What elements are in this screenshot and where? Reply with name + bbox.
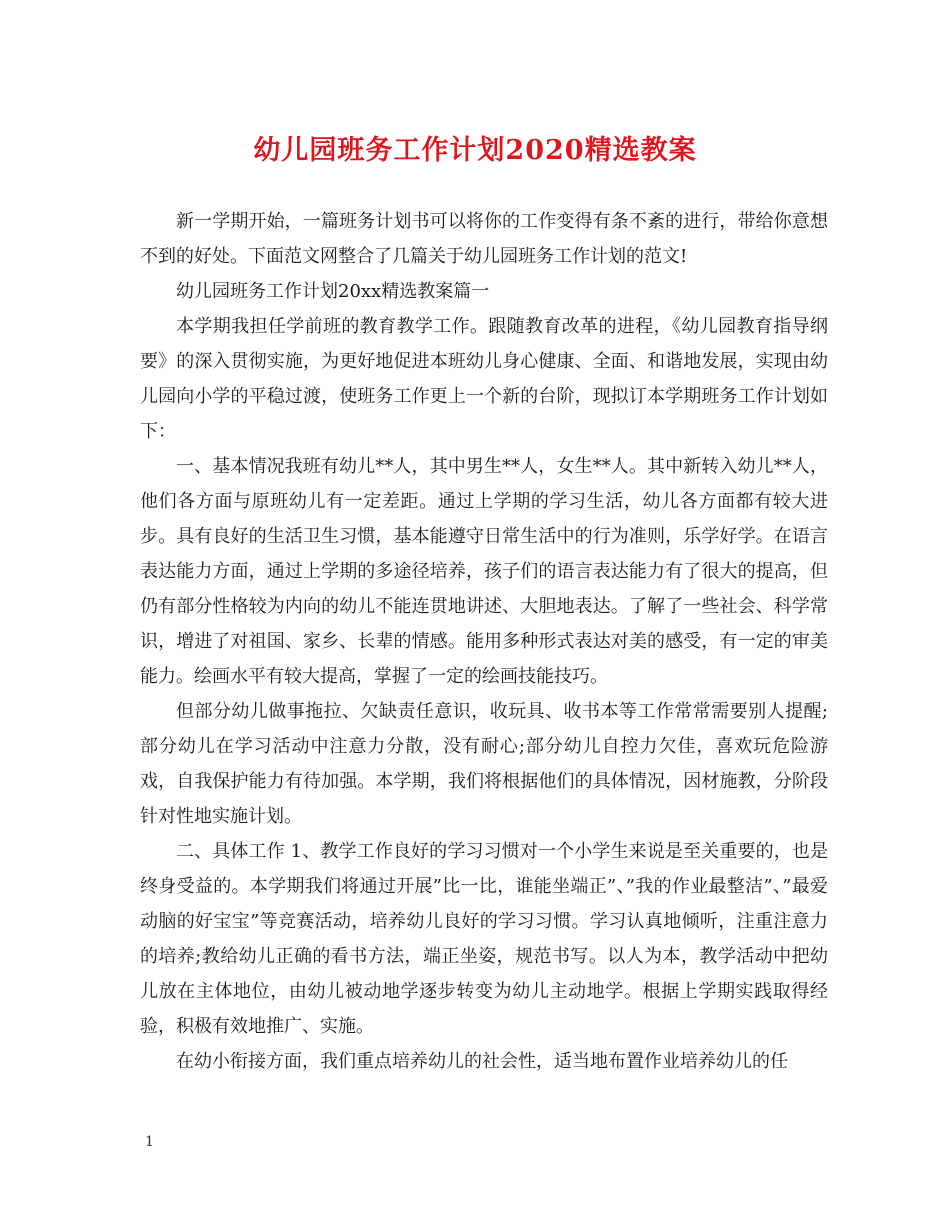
paragraph-shortcomings: 但部分幼儿做事拖拉、欠缺责任意识，收玩具、收书本等工作常常需要别人提醒;部分幼儿在学习活动中注意力分散，没有耐心;部分幼儿自控力欠佳，喜欢玩危险游戏，自我保护能力有待加强。本学期，我们将根据他们的具体情况，因材施教，分阶段针对性地实施计划。 xyxy=(140,701,828,827)
paragraph-specific-work: 二、具体工作 1、教学工作良好的学习习惯对一个小学生来说是至关重要的，也是终身受益的。本学期我们将通过开展”比一比，谁能坐端正”、”我的作业最整洁”、”最爱动脑的好宝宝”等竞赛活动，培养幼儿良好的学习习惯。学习认真地倾听，注重注意力的培养;教给幼儿正确的看书方法，端正坐姿，规范书写。以人为本，教学活动中把幼儿放在主体地位，由幼儿被动地学逐步转变为幼儿主动地学。根据上学期实践取得经验，积极有效地推广、实施。 xyxy=(140,841,828,1037)
paragraph-preface: 本学期我担任学前班的教育教学工作。跟随教育改革的进程，《幼儿园教育指导纲要》的深入贯彻实施，为更好地促进本班幼儿身心健康、全面、和谐地发展，实现由幼儿园向小学的平稳过渡，使班务工作更上一个新的台阶，现拟订本学期班务工作计划如下： xyxy=(140,316,828,442)
paragraph-transition: 在幼小衔接方面，我们重点培养幼儿的社会性，适当地布置作业培养幼儿的任 xyxy=(176,1051,788,1072)
page-number: 1 xyxy=(145,1134,154,1150)
paragraph-intro: 新一学期开始，一篇班务计划书可以将你的工作变得有条不紊的进行，带给你意想不到的好处。下面范文网整合了几篇关于幼儿园班务工作计划的范文! xyxy=(140,211,828,267)
document-title: 幼儿园班务工作计划2020精选教案 xyxy=(253,135,697,166)
document-body xyxy=(140,204,828,1079)
paragraph-section-heading: 幼儿园班务工作计划20xx精选教案篇一 xyxy=(176,281,490,302)
paragraph-basic-situation: 一、基本情况我班有幼儿**人，其中男生**人，女生**人。其中新转入幼儿**人，他们各方面与原班幼儿有一定差距。通过上学期的学习生活，幼儿各方面都有较大进步。具有良好的生活卫生习惯，基本能遵守日常生活中的行为准则，乐学好学。在语言表达能力方面，通过上学期的多途径培养，孩子们的语言表达能力有了很大的提高，但仍有部分性格较为内向的幼儿不能连贯地讲述、大胆地表达。了解了一些社会、科学常识，增进了对祖国、家乡、长辈的情感。能用多种形式表达对美的感受，有一定的审美能力。绘画水平有较大提高，掌握了一定的绘画技能技巧。 xyxy=(140,456,828,687)
